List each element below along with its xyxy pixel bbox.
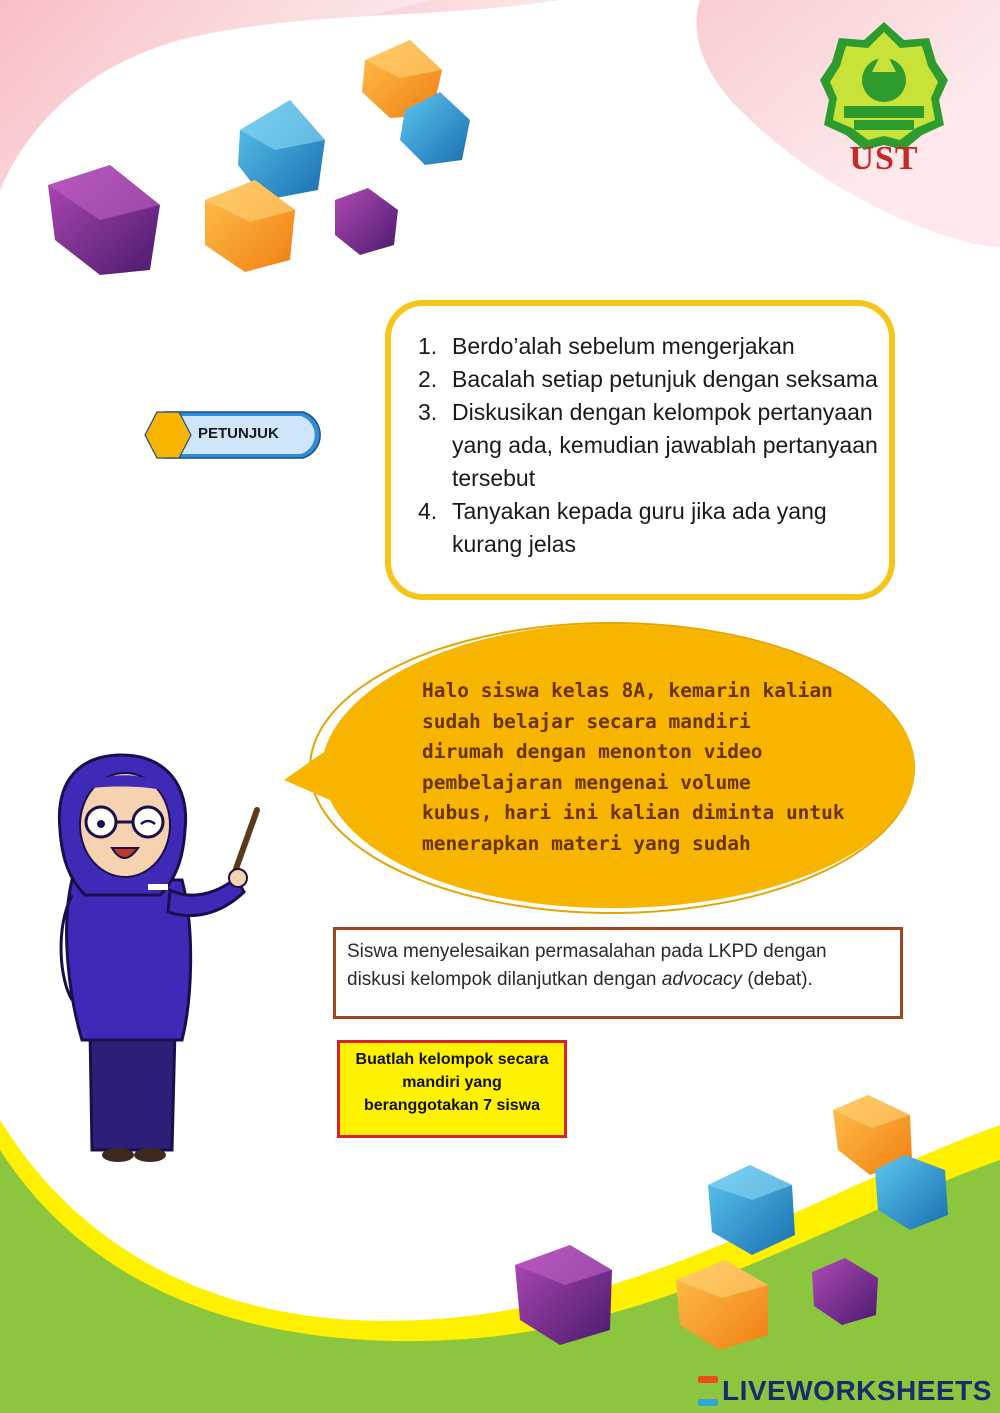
liveworksheets-text: LIVEWORKSHEETS xyxy=(722,1375,992,1406)
instruction-item: 3. Diskusikan dengan kelompok pertanyaan yang ada, kemudian jawablah pertanyaan tersebut xyxy=(418,399,878,491)
instruction-item: 2. Bacalah setiap petunjuk dengan seksama xyxy=(418,366,878,392)
ust-logo-text: UST xyxy=(849,140,919,177)
liveworksheets-logo xyxy=(698,1374,992,1408)
instruction-item: 4. Tanyakan kepada guru jika ada yang kurang jelas xyxy=(418,498,827,557)
instruction-item: 1. Berdo’alah sebelum mengerjakan xyxy=(418,333,795,359)
petunjuk-label: PETUNJUK xyxy=(198,425,279,442)
description-text: Siswa menyelesaikan permasalahan pada LKPD dengan diskusi kelompok dilanjutkan dengan advocacy (debat). xyxy=(347,941,827,990)
speech-bubble-text: Halo siswa kelas 8A, kemarin kalian sudah belajar secara mandiri dirumah dengan menonton video pembelajaran mengenai volume kubus, hari ini kalian diminta untuk menerapkan materi yang sudah xyxy=(422,679,845,855)
liveworksheets-mark-icon xyxy=(698,1376,720,1406)
group-note-text: Buatlah kelompok secara mandiri yang beranggotakan 7 siswa xyxy=(355,1051,549,1114)
